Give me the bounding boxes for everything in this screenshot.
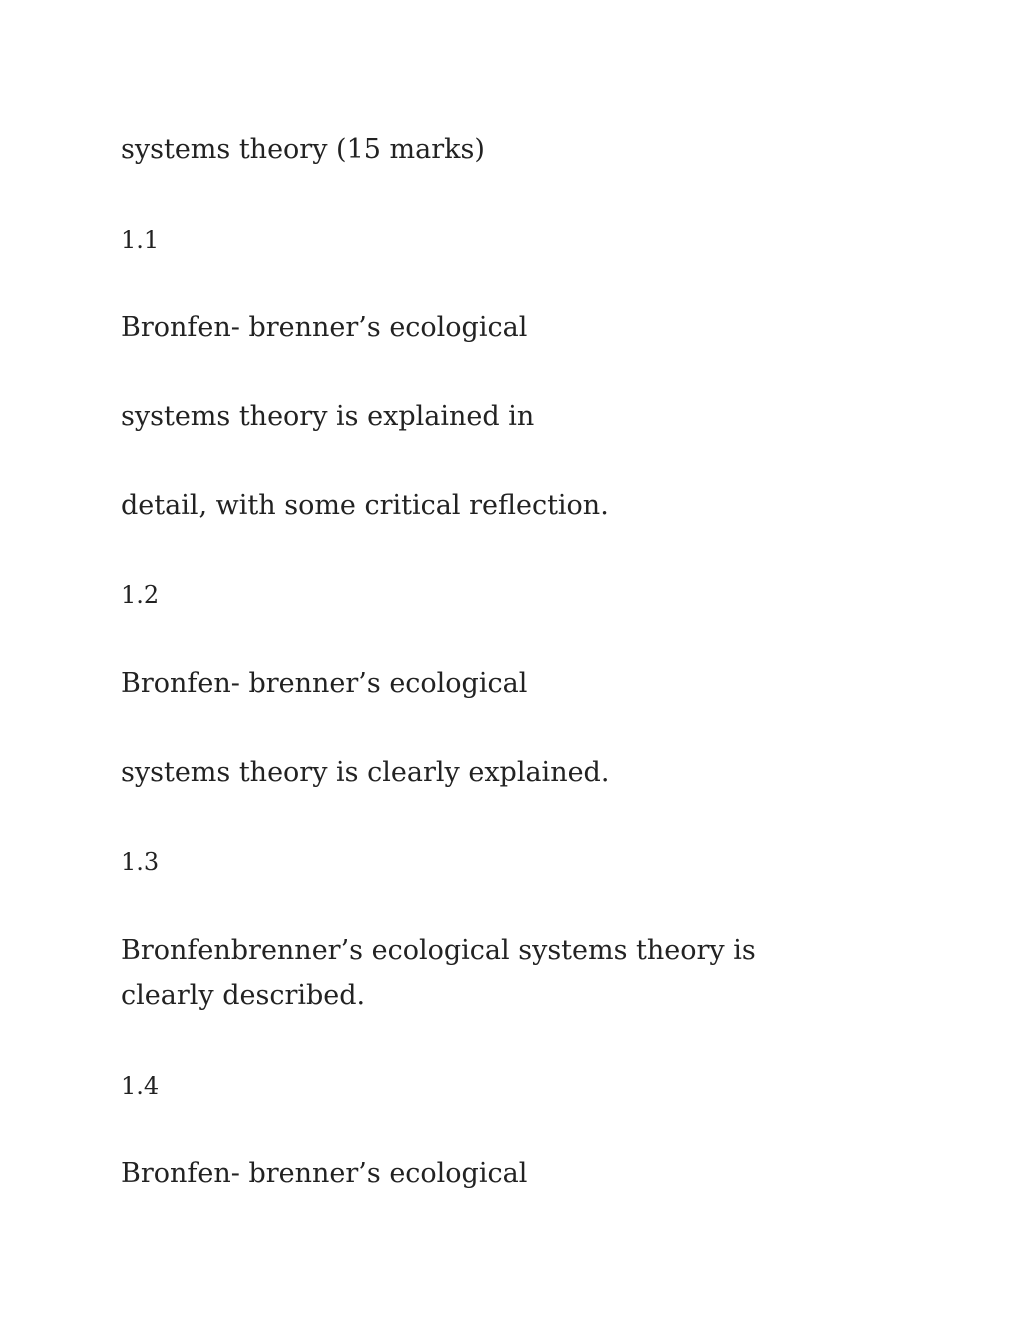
text-line: Bronfen- brenner’s ecological	[121, 1158, 528, 1189]
section-number: 1.4	[121, 1072, 160, 1100]
text-line: systems theory is clearly explained.	[121, 757, 610, 788]
section-number: 1.1	[121, 226, 160, 254]
text-line: systems theory (15 marks)	[121, 134, 485, 165]
text-line: detail, with some critical reflection.	[121, 490, 609, 521]
text-line: Bronfenbrenner’s ecological systems theory is clearly described.	[121, 935, 756, 1011]
text-line: Bronfen- brenner’s ecological	[121, 312, 528, 343]
section-number: 1.2	[121, 581, 160, 609]
text-line: systems theory is explained in	[121, 401, 535, 432]
section-number: 1.3	[121, 848, 160, 876]
text-line: Bronfen- brenner’s ecological	[121, 668, 528, 699]
